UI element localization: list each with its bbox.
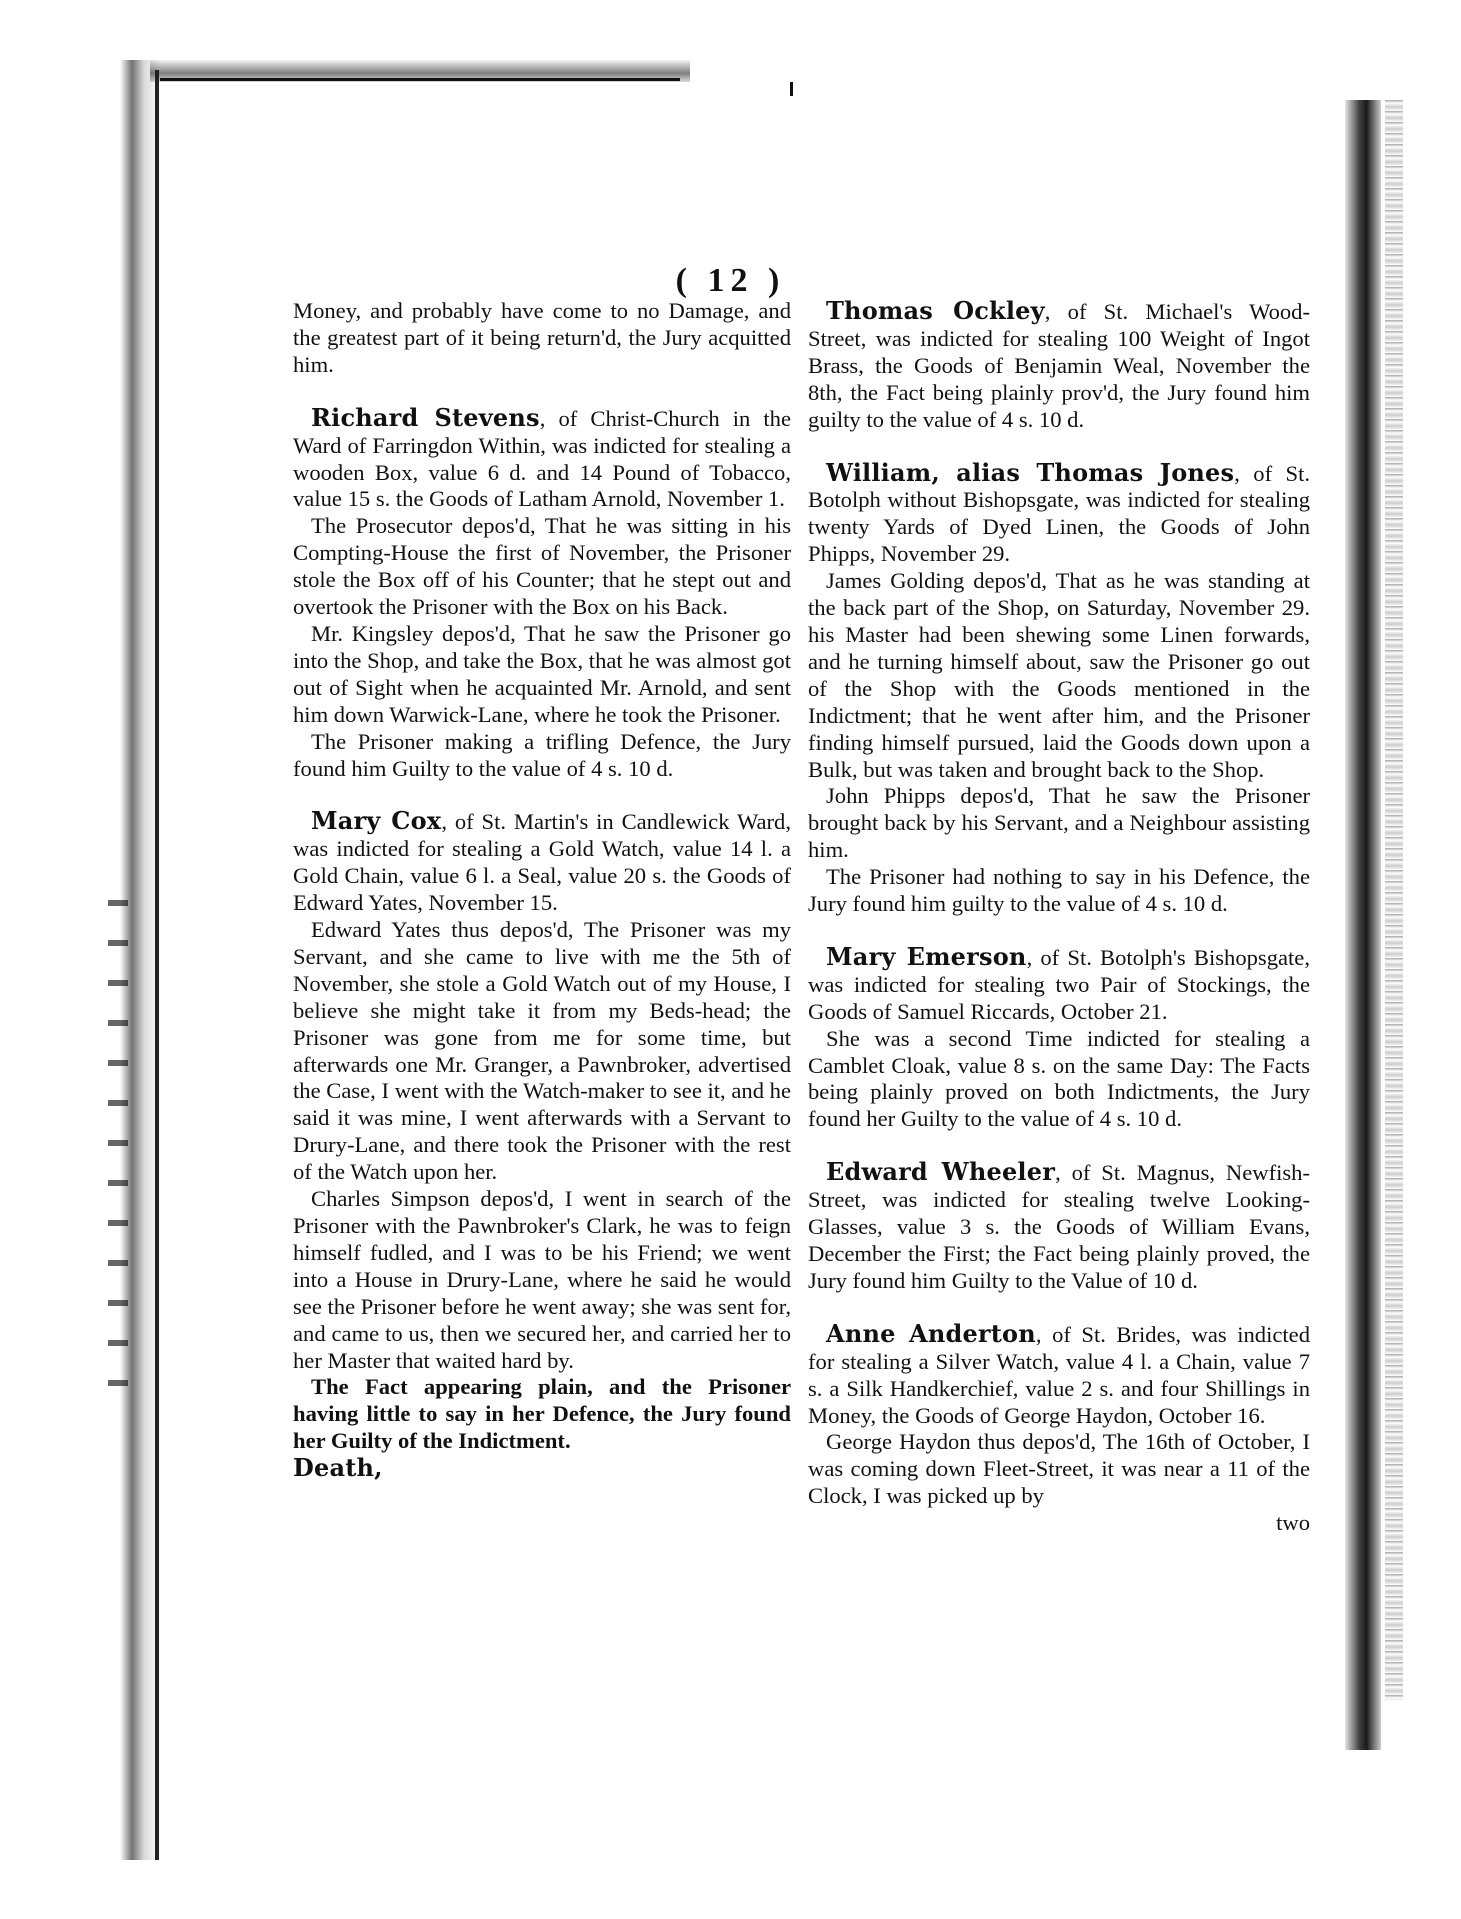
defendant-name: William, alias Thomas Jones (826, 457, 1235, 487)
scan-left-marks (108, 900, 128, 1400)
trial-entry (808, 1318, 1310, 1430)
left-column (293, 298, 791, 1482)
scan-right-speckle (1385, 100, 1403, 1700)
paragraph: John Phipps depos'd, That he saw the Prisoner brought back by his Servant, and a Neighbour assisting him. (808, 783, 1310, 863)
catchword: two (1276, 1510, 1310, 1536)
trial-entry (293, 808, 791, 917)
paragraph: Mr. Kingsley depos'd, That he saw the Prisoner go into the Shop, and take the Box, that he was almost got out of Sight when he acquainted Mr. Arnold, and sent him down Warwick-Lane, where he took the Prisoner. (293, 620, 791, 727)
paragraph: Edward Yates thus depos'd, The Prisoner was my Servant, and she came to live with me the 5th of November, she stole a Gold Watch out of my House, I believe she might take it from my Beds-head; the Prisoner was gone from me for some time, but afterwards one Mr. Granger, a Pawnbroker, advertised the Case, I went with the Watch-maker to see it, and he said it was mine, I went afterwards with a Servant to Drury-Lane, and there took the Prisoner with the rest of the Watch upon her. (293, 917, 791, 1185)
defendant-name: Edward Wheeler (826, 1157, 1056, 1187)
paragraph: George Haydon thus depos'd, The 16th of October, I was coming down Fleet-Street, it was near a 11 of the Clock, I was picked up by (808, 1429, 1310, 1509)
scan-top-rule (160, 78, 680, 81)
entry-text: , of St. Magnus, Newfish-Street, was indicted for stealing twelve Looking-Glasses, value 3 s. the Goods of William Evans, December the First; the Fact being plainly proved, the Jury found him Guilty to the Value of 10 d. (808, 1160, 1310, 1293)
scan-left-rule (155, 70, 159, 1860)
trial-entry (808, 1159, 1310, 1295)
continued-paragraph: Money, and probably have come to no Damage, and the greatest part of it being return'd, the Jury acquitted him. (293, 298, 791, 377)
paragraph: The Prosecutor depos'd, That he was sitting in his Compting-House the first of November, the Prisoner stole the Box off of his Counter; that he stept out and overtook the Prisoner with the Box on his Back. (293, 513, 791, 620)
trial-entry (808, 298, 1310, 434)
entry-text: , of St. Michael's Wood-Street, was indicted for stealing 100 Weight of Ingot Brass, the Goods of Benjamin Weal, November the 8th, the Fact being plainly prov'd, the Jury found him guilty to the value of 4 s. 10 d. (808, 299, 1310, 432)
catchword: Death, (293, 1453, 383, 1483)
paragraph: The Fact appearing plain, and the Prisoner having little to say in her Defence, the Jury found her Guilty of the Indictment. (293, 1374, 791, 1454)
page-number: ( 12 ) (675, 262, 786, 299)
defendant-name: Thomas Ockley (826, 296, 1045, 325)
paragraph: James Golding depos'd, That as he was standing at the back part of the Shop, on Saturday, November 29. his Master had been shewing some Linen forwards, and he turning himself about, saw the Prisoner go out of the Shop with the Goods mentioned in the Indictment; that he went after him, and the Prisoner finding himself pursued, laid the Goods down upon a Bulk, but was taken and brought back to the Shop. (808, 568, 1310, 782)
paragraph: The Prisoner making a trifling Defence, the Jury found him Guilty to the value of 4 s. 10 d. (293, 728, 791, 781)
paragraph: She was a second Time indicted for stealing a Camblet Cloak, value 8 s. on the same Day: The Facts being plainly proved on both Indictments, the Jury found her Guilty to the value of 4 s. 10 d. (808, 1025, 1310, 1132)
paragraph: The Prisoner had nothing to say in his Defence, the Jury found him guilty to the value of 4 s. 10 d. (808, 864, 1310, 917)
right-column (808, 298, 1310, 1537)
scan-tick-mark (790, 82, 793, 96)
scan-right-shadow (1345, 100, 1381, 1750)
entry-text: , of Christ-Church in the Ward of Farringdon Within, was indicted for stealing a wooden Box, value 6 d. and 14 Pound of Tobacco, value 15 s. the Goods of Latham Arnold, November 1. (293, 405, 792, 512)
trial-entry (293, 402, 792, 514)
defendant-name: Anne Anderton (826, 1318, 1036, 1348)
entry-text: , of St. Botolph's Bishopsgate, was indicted for stealing two Pair of Stockings, the Goods of Samuel Riccards, October 21. (808, 944, 1310, 1024)
defendant-name: Richard Stevens (311, 402, 540, 432)
defendant-name: Mary Emerson (826, 941, 1027, 971)
entry-text: , of St. Martin's in Candlewick Ward, was indicted for stealing a Gold Watch, value 14 l. a Gold Chain, value 6 l. a Seal, value 20 s. the Goods of Edward Yates, November 15. (293, 809, 791, 916)
trial-entry (808, 457, 1310, 569)
paragraph: Charles Simpson depos'd, I went in search of the Prisoner with the Pawnbroker's Clark, he was to feign himself fudled, and I was to be his Friend; we went into a House in Drury-Lane, where he said he would see the Prisoner before he went away; she was sent for, and came to us, then we secured her, and carried her to her Master that waited hard by. (293, 1186, 791, 1373)
trial-entry (808, 941, 1310, 1026)
entry-text: , of St. Brides, was indicted for stealing a Silver Watch, value 4 l. a Chain, value 7 s. a Silk Handkerchief, value 2 s. and four Shillings in Money, the Goods of George Haydon, October 16. (808, 1321, 1310, 1428)
defendant-name: Mary Cox (311, 806, 442, 836)
entry-text: , of St. Botolph without Bishopsgate, was indicted for stealing twenty Yards of Dyed Linen, the Goods of John Phipps, November 29. (808, 460, 1310, 567)
